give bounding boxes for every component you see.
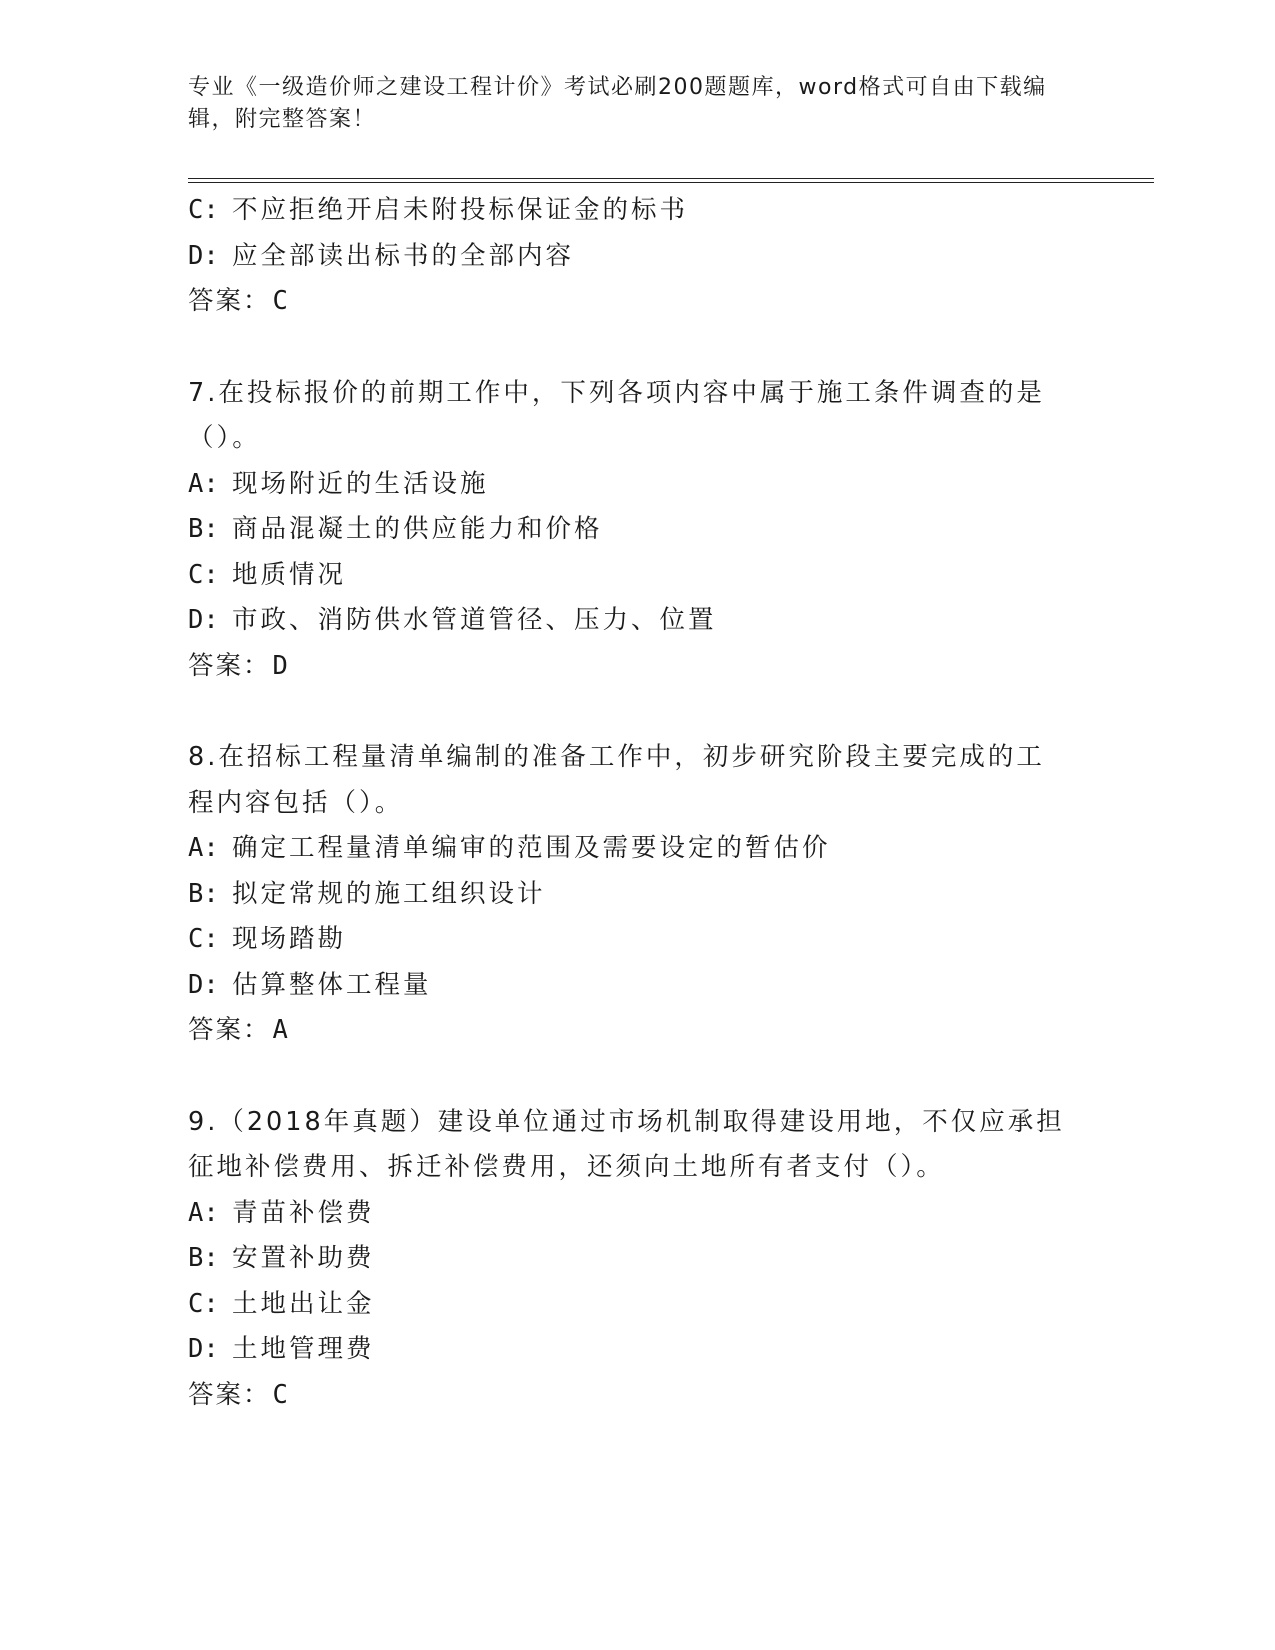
option-text: 现场踏勘 (232, 924, 347, 954)
answer-line (188, 1373, 1068, 1419)
question-text: 8.在招标工程量清单编制的准备工作中，初步研究阶段主要完成的工程内容包括（）。 (188, 742, 1045, 818)
option-a (188, 1191, 1068, 1237)
option-text: 土地出让金 (232, 1288, 375, 1319)
option-text: 估算整体工程量 (232, 969, 432, 1000)
question-text: 9.（2018年真题）建设单位通过市场机制取得建设用地，不仅应承担征地补偿费用、拆迁补偿费用，还须向土地所有者支付（）。 (188, 1106, 1065, 1182)
option-letter: C: (188, 924, 219, 954)
answer-line (188, 644, 1068, 690)
answer-line (188, 1008, 1068, 1054)
option-letter: B: (188, 878, 219, 909)
option-b (188, 507, 1068, 553)
option-text: 拟定常规的施工组织设计 (232, 878, 546, 909)
option-letter: B: (188, 1243, 219, 1273)
answer-label: 答案： (188, 650, 271, 681)
option-a (188, 462, 1068, 508)
option-c (188, 1282, 1068, 1328)
answer-label: 答案： (188, 1015, 271, 1045)
option-c (188, 553, 1068, 599)
document-header: 专业《一级造价师之建设工程计价》考试必刷200题题库，word格式可自由下载编辑，附完整答案！ (188, 75, 1047, 132)
document-body (188, 188, 1068, 1418)
spacer (188, 1054, 1068, 1100)
option-letter: C: (188, 195, 219, 225)
option-text: 青苗补偿费 (232, 1197, 375, 1228)
header-rule-bottom (188, 182, 1154, 183)
spacer (188, 689, 1068, 735)
option-d (188, 1327, 1068, 1373)
question-7 (188, 371, 1068, 690)
answer-value: C (272, 1379, 288, 1410)
option-b (188, 1236, 1068, 1282)
option-text: 不应拒绝开启未附投标保证金的标书 (232, 195, 689, 225)
option-letter: C: (188, 559, 219, 590)
option-text: 现场附近的生活设施 (232, 468, 489, 499)
option-text: 商品混凝土的供应能力和价格 (232, 514, 603, 544)
answer-line (188, 279, 1068, 325)
answer-label: 答案： (188, 1379, 271, 1410)
answer-value: A (272, 1015, 288, 1045)
option-letter: D: (188, 1334, 219, 1364)
answer-value: D (272, 650, 288, 681)
option-letter: D: (188, 240, 219, 271)
answer-label: 答案： (188, 286, 271, 316)
option-text: 确定工程量清单编审的范围及需要设定的暂估价 (232, 833, 831, 863)
question-continuation (188, 188, 1068, 325)
option-letter: A: (188, 833, 219, 863)
question-text: 7.在投标报价的前期工作中，下列各项内容中属于施工条件调查的是（）。 (188, 377, 1045, 453)
option-a (188, 826, 1068, 872)
header-rule-top (188, 178, 1154, 179)
option-text: 土地管理费 (232, 1334, 375, 1364)
spacer (188, 325, 1068, 371)
option-letter: A: (188, 468, 219, 499)
question-9 (188, 1100, 1068, 1419)
option-letter: D: (188, 969, 219, 1000)
option-text: 安置补助费 (232, 1243, 375, 1273)
option-letter: D: (188, 605, 219, 635)
option-d (188, 598, 1068, 644)
option-letter: A: (188, 1197, 219, 1228)
option-b (188, 872, 1068, 918)
question-8 (188, 735, 1068, 1054)
option-letter: B: (188, 514, 219, 544)
option-c (188, 917, 1068, 963)
answer-value: C (272, 286, 288, 316)
option-d (188, 963, 1068, 1009)
option-letter: C: (188, 1288, 219, 1319)
option-text: 市政、消防供水管道管径、压力、位置 (232, 605, 717, 635)
option-c (188, 188, 1068, 234)
option-text: 地质情况 (232, 559, 347, 590)
option-text: 应全部读出标书的全部内容 (232, 240, 575, 271)
option-d (188, 234, 1068, 280)
